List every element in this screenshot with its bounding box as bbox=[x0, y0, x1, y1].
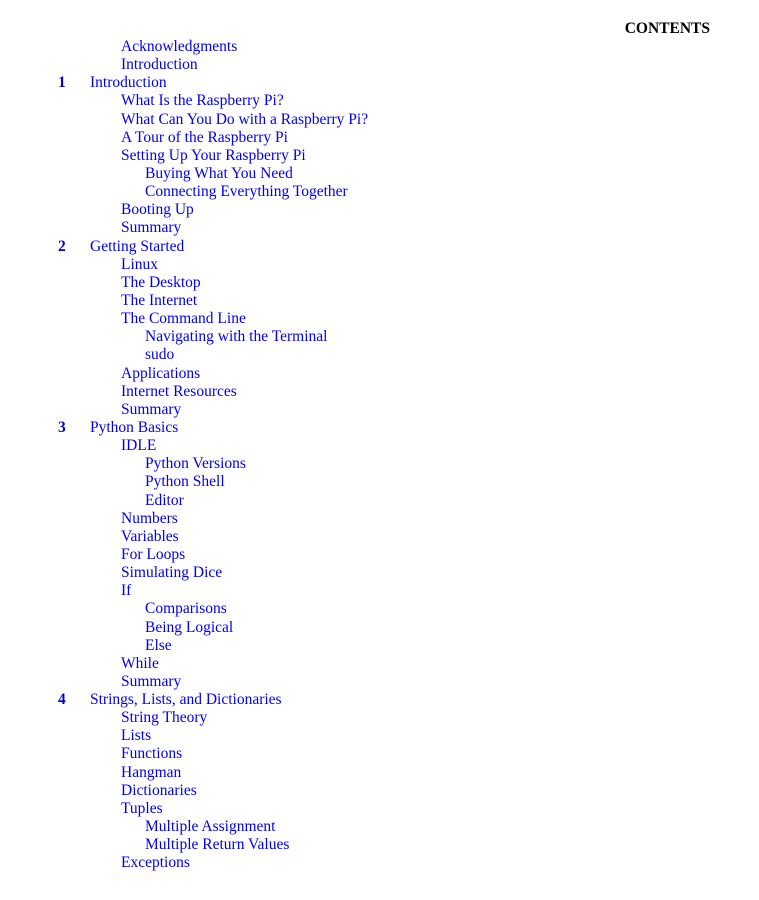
toc-subsection bbox=[0, 346, 759, 364]
toc-section bbox=[0, 310, 759, 328]
toc-section bbox=[0, 383, 759, 401]
toc-section bbox=[0, 673, 759, 691]
toc-link[interactable]: What Can You Do with a Raspberry Pi? bbox=[121, 110, 369, 128]
toc-section bbox=[0, 510, 759, 528]
toc-section bbox=[0, 292, 759, 310]
toc-link[interactable]: Hangman bbox=[121, 763, 182, 781]
toc-section bbox=[0, 854, 759, 872]
toc-section bbox=[0, 274, 759, 292]
chapter-number: 3 bbox=[58, 418, 66, 436]
toc-link[interactable]: Python Basics bbox=[90, 418, 179, 436]
toc-link[interactable]: Variables bbox=[121, 527, 179, 545]
toc-subsection bbox=[0, 836, 759, 854]
toc-subsection bbox=[0, 328, 759, 346]
toc-link[interactable]: Tuples bbox=[121, 799, 163, 817]
toc-link[interactable]: Setting Up Your Raspberry Pi bbox=[121, 146, 306, 164]
toc-link[interactable]: Summary bbox=[121, 672, 182, 690]
toc-link[interactable]: Python Shell bbox=[145, 473, 225, 491]
toc-chapter bbox=[0, 74, 759, 92]
toc-link[interactable]: String Theory bbox=[121, 709, 208, 727]
toc-subsection bbox=[0, 455, 759, 473]
toc-link[interactable]: Connecting Everything Together bbox=[145, 183, 348, 201]
toc-subsection bbox=[0, 183, 759, 201]
toc-section bbox=[0, 111, 759, 129]
toc-subsection bbox=[0, 619, 759, 637]
toc-section bbox=[0, 365, 759, 383]
toc-link[interactable]: If bbox=[121, 582, 132, 600]
chapter-number: 1 bbox=[58, 74, 66, 92]
toc-section bbox=[0, 201, 759, 219]
toc-link[interactable]: Python Versions bbox=[145, 455, 246, 473]
toc-link[interactable]: Introduction bbox=[121, 56, 198, 74]
toc-subsection bbox=[0, 600, 759, 618]
toc-link[interactable]: Multiple Assignment bbox=[145, 818, 276, 836]
toc-subsection bbox=[0, 818, 759, 836]
toc-link[interactable]: Summary bbox=[121, 219, 182, 237]
toc-link[interactable]: While bbox=[121, 654, 159, 672]
toc-section bbox=[0, 546, 759, 564]
toc-section bbox=[0, 528, 759, 546]
toc-link[interactable]: For Loops bbox=[121, 545, 186, 563]
toc-section bbox=[0, 38, 759, 56]
toc-link[interactable]: IDLE bbox=[121, 437, 157, 455]
toc-subsection bbox=[0, 165, 759, 183]
toc-link[interactable]: Exceptions bbox=[121, 854, 190, 872]
toc-section bbox=[0, 256, 759, 274]
toc-link[interactable]: Introduction bbox=[90, 74, 167, 92]
chapter-number: 4 bbox=[58, 691, 66, 709]
toc-link[interactable]: A Tour of the Raspberry Pi bbox=[121, 128, 288, 146]
toc-section bbox=[0, 727, 759, 745]
toc-subsection bbox=[0, 637, 759, 655]
page-heading: CONTENTS bbox=[624, 20, 710, 37]
toc-section bbox=[0, 582, 759, 600]
toc-link[interactable]: Editor bbox=[145, 491, 184, 509]
toc-section bbox=[0, 129, 759, 147]
toc-section bbox=[0, 219, 759, 237]
toc-link[interactable]: Simulating Dice bbox=[121, 564, 223, 582]
toc-section bbox=[0, 800, 759, 818]
toc-section bbox=[0, 745, 759, 763]
toc-link[interactable]: The Command Line bbox=[121, 310, 246, 328]
toc-chapter bbox=[0, 238, 759, 256]
toc-link[interactable]: Dictionaries bbox=[121, 781, 197, 799]
toc-link[interactable]: Getting Started bbox=[90, 237, 185, 255]
toc-section bbox=[0, 782, 759, 800]
toc-link[interactable]: Linux bbox=[121, 255, 159, 273]
toc-link[interactable]: Navigating with the Terminal bbox=[145, 328, 328, 346]
chapter-number: 2 bbox=[58, 237, 66, 255]
toc-link[interactable]: Lists bbox=[121, 727, 152, 745]
toc-link[interactable]: Else bbox=[145, 636, 172, 654]
toc-link[interactable]: Multiple Return Values bbox=[145, 836, 290, 854]
toc-link[interactable]: Applications bbox=[121, 364, 201, 382]
toc-link[interactable]: Buying What You Need bbox=[145, 164, 293, 182]
toc-link[interactable]: Being Logical bbox=[145, 618, 234, 636]
toc-link[interactable]: What Is the Raspberry Pi? bbox=[121, 92, 284, 110]
toc-chapter bbox=[0, 419, 759, 437]
toc-section bbox=[0, 401, 759, 419]
toc-section bbox=[0, 709, 759, 727]
toc-chapter bbox=[0, 691, 759, 709]
toc-link[interactable]: Booting Up bbox=[121, 201, 194, 219]
toc-section bbox=[0, 92, 759, 110]
toc-section bbox=[0, 564, 759, 582]
toc-section bbox=[0, 764, 759, 782]
toc-link[interactable]: Acknowledgments bbox=[121, 38, 238, 55]
toc-link[interactable]: The Internet bbox=[121, 291, 198, 309]
toc-section bbox=[0, 147, 759, 165]
toc-section bbox=[0, 56, 759, 74]
toc-link[interactable]: Internet Resources bbox=[121, 382, 237, 400]
toc-link[interactable]: Functions bbox=[121, 745, 183, 763]
toc-link[interactable]: sudo bbox=[145, 346, 175, 364]
toc-subsection bbox=[0, 492, 759, 510]
toc-subsection bbox=[0, 473, 759, 491]
toc-link[interactable]: Comparisons bbox=[145, 600, 227, 618]
toc-link[interactable]: Strings, Lists, and Dictionaries bbox=[90, 691, 282, 709]
toc-link[interactable]: The Desktop bbox=[121, 273, 201, 291]
toc-section bbox=[0, 437, 759, 455]
table-of-contents bbox=[0, 38, 759, 872]
toc-section bbox=[0, 655, 759, 673]
toc-link[interactable]: Summary bbox=[121, 400, 182, 418]
toc-link[interactable]: Numbers bbox=[121, 509, 178, 527]
